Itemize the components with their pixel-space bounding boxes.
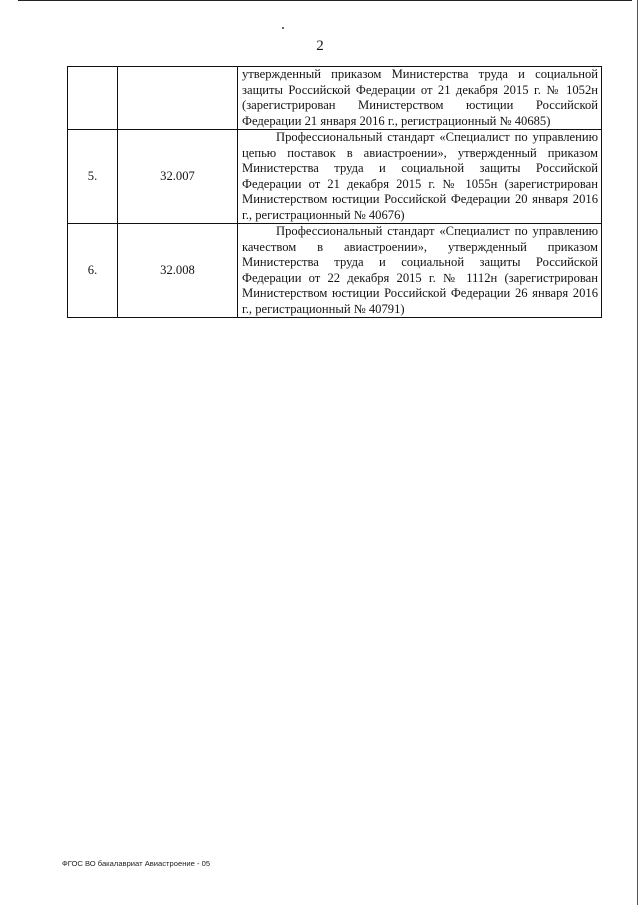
standard-code-cell: 32.008	[118, 224, 238, 318]
row-number-cell	[68, 67, 118, 130]
table-row	[68, 67, 602, 130]
scan-border-top	[18, 0, 632, 1]
row-number-cell: 5.	[68, 130, 118, 224]
standard-description-cell	[238, 130, 602, 224]
footer-document-id: ФГОС ВО бакалавриат Авиастроение - 05	[62, 859, 211, 868]
page-number: 2	[316, 38, 324, 54]
standard-description: Профессиональный стандарт «Специалист по управлению цепью поставок в авиастроении», утвержденный приказом Министерства труда и социальной защиты Российской Федерации от 21 декабря 2015 г. № 1055н (зарегистрирован Министерством юстиции Российской Федерации 20 января 2016 г., регистрационный № 40676)	[242, 130, 598, 222]
scan-border-right	[637, 0, 638, 905]
row-number-cell: 6.	[68, 224, 118, 318]
standard-description-cell	[238, 67, 602, 130]
scan-speck	[282, 27, 284, 29]
standard-description-cell	[238, 224, 602, 318]
standard-description: утвержденный приказом Министерства труда и социальной защиты Российской Федерации от 21 декабря 2015 г. № 1052н (зарегистрирован Министерством юстиции Российской Федерации 21 января 2016 г., регистрационный № 40685)	[242, 67, 598, 128]
standard-code-cell: 32.007	[118, 130, 238, 224]
table-row	[68, 130, 602, 224]
standard-description: Профессиональный стандарт «Специалист по управлению качеством в авиастроении», утвержденный приказом Министерства труда и социальной защиты Российской Федерации от 22 декабря 2015 г. № 1112н (зарегистрирован Министерством юстиции Российской Федерации 26 января 2016 г., регистрационный № 40791)	[242, 224, 598, 316]
standard-code-cell	[118, 67, 238, 130]
standards-table	[67, 66, 602, 318]
table-row	[68, 224, 602, 318]
